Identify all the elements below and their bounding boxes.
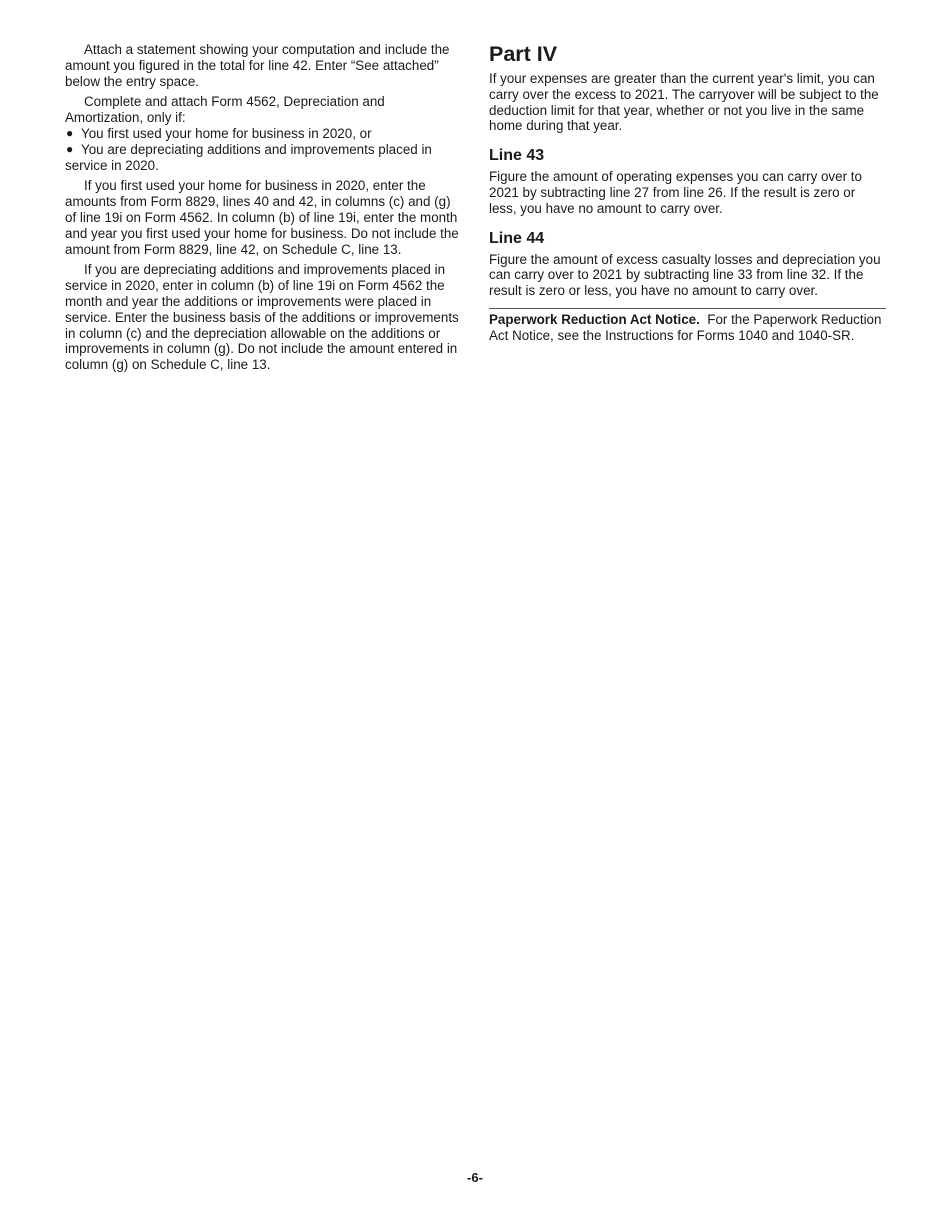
part-iv-paragraph: If your expenses are greater than the current year's limit, you can carry over the excess to 2021. The carryover will be subject to the deduction limit for that year, whether or not you live in the same home during that year. xyxy=(489,71,879,134)
improvements-paragraph: If you are depreciating additions and improvements placed in service in 2020, enter in column (b) of line 19i on Form 4562 the month and year the additions or improvements were placed in service. Enter the business basis of the additions or improvements in column (c) and the depreciation allowable on the additions or improvements in column (g). Do not include the amount entered in column (g) on Schedule C, line 13. xyxy=(65,262,459,373)
conditions-list xyxy=(65,126,463,173)
list-item xyxy=(65,126,463,142)
paperwork-notice xyxy=(489,312,886,344)
bullet-icon: ● xyxy=(66,141,74,156)
right-column xyxy=(489,42,886,344)
first-use-paragraph: If you first used your home for business in 2020, enter the amounts from Form 8829, lines 40 and 42, in columns (c) and (g) of line 19i on Form 4562. In column (b) of line 19i, enter the month and year you first used your home for business. Do not include the amount from Form 8829, line 42, on Schedule C, line 13. xyxy=(65,178,459,257)
page-number: -6- xyxy=(467,1170,483,1185)
paperwork-notice-label: Paperwork Reduction Act Notice. xyxy=(489,311,700,327)
paperwork-notice-text: For the Paperwork Reduction Act Notice, see the Instructions for Forms 1040 and 1040-SR. xyxy=(489,311,882,343)
section-divider xyxy=(489,308,886,309)
bullet-icon: ● xyxy=(66,125,74,140)
line-44-paragraph: Figure the amount of excess casualty losses and depreciation you can carry over to 2021 by subtracting line 33 from line 32. If the result is zero or less, you have no amount to carry over. xyxy=(489,251,881,299)
list-item xyxy=(65,142,463,174)
line-43-heading: Line 43 xyxy=(489,147,545,165)
form-4562-paragraph: Complete and attach Form 4562, Depreciation and Amortization, only if: xyxy=(65,94,385,126)
line-43-paragraph: Figure the amount of operating expenses you can carry over to 2021 by subtracting line 27 from line 26. If the result is zero or less, you have no amount to carry over. xyxy=(489,169,862,216)
statement-paragraph: Attach a statement showing your computation and include the amount you figured in the total for line 42. Enter “See attached” below the entry space. xyxy=(65,42,450,89)
list-item-text: You first used your home for business in 2020, or xyxy=(81,125,372,141)
list-item-text: You are depreciating additions and improvements placed in service in 2020. xyxy=(65,141,432,173)
left-column xyxy=(65,42,463,373)
line-44-heading: Line 44 xyxy=(489,229,545,247)
part-iv-heading: Part IV xyxy=(489,42,558,66)
